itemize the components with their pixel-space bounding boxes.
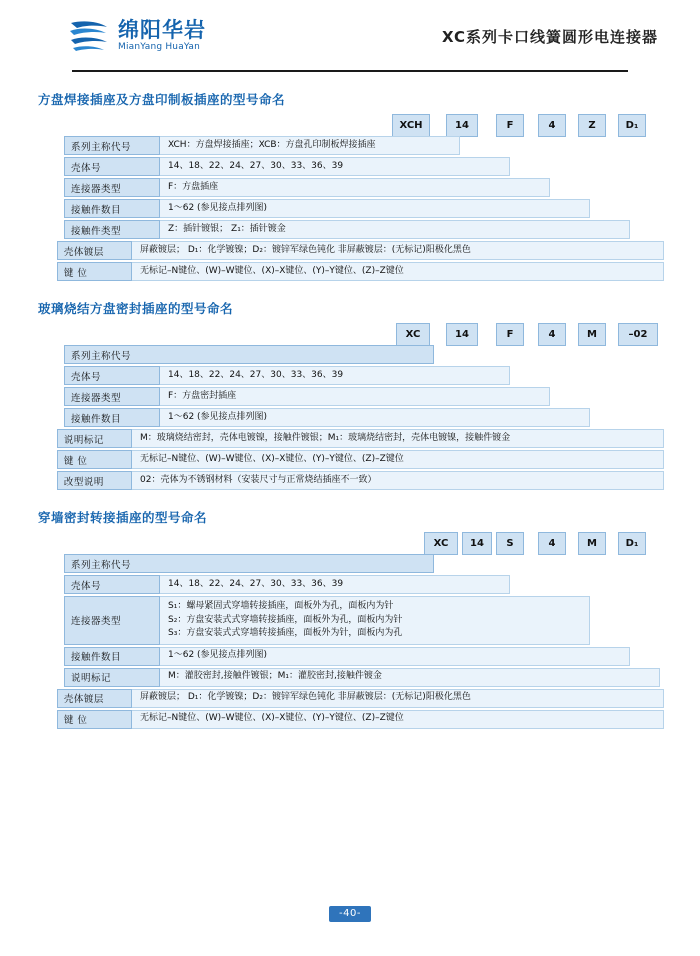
row-value: 14、18、22、24、27、30、33、36、39 xyxy=(160,157,510,176)
section-title: 玻璃烧结方盘密封插座的型号命名 xyxy=(38,301,234,316)
row-value: M：玻璃烧结密封，壳体电镀镍，接触件镀银；M₁：玻璃烧结密封，壳体电镀镍，接触件镀金 xyxy=(132,429,664,448)
type-code-cell: XC xyxy=(396,323,430,346)
table-row xyxy=(36,710,664,729)
row-value: 1～62 (参见接点排列图) xyxy=(160,408,590,427)
row-label: 连接器类型 xyxy=(64,596,160,645)
type-code-cell: F xyxy=(496,114,524,137)
type-code-cell: Z xyxy=(578,114,606,137)
page-number xyxy=(0,901,700,922)
table-row xyxy=(36,408,664,427)
type-code-cell: –02 xyxy=(618,323,658,346)
row-value-line: S₂：方盘安装式式穿墙转接插座，面板外为孔，面板内为针 xyxy=(168,614,403,625)
table-row xyxy=(36,157,664,176)
row-label: 系列主称代号 xyxy=(64,345,434,364)
type-code-cell: XC xyxy=(424,532,458,555)
logo-name-en: MianYang HuaYan xyxy=(118,42,201,53)
row-label: 说明标记 xyxy=(57,429,132,448)
type-code-cell: D₁ xyxy=(618,532,646,555)
row-label: 连接器类型 xyxy=(64,178,160,197)
row-label: 壳体镀层 xyxy=(57,689,132,708)
row-value: F：方盘插座 xyxy=(160,178,550,197)
row-value: 无标记–N键位、(W)–W键位、(X)–X键位、(Y)–Y键位、(Z)–Z键位 xyxy=(132,262,664,281)
row-value xyxy=(160,596,590,645)
type-code-cell: XCH xyxy=(392,114,430,137)
table-row xyxy=(36,429,664,448)
row-value: 无标记–N键位、(W)–W键位、(X)–X键位、(Y)–Y键位、(Z)–Z键位 xyxy=(132,450,664,469)
type-code-row xyxy=(36,532,664,554)
table-row xyxy=(36,596,664,645)
naming-ladder-table xyxy=(36,136,664,281)
row-label: 接触件数目 xyxy=(64,647,160,666)
row-label: 系列主称代号 xyxy=(64,554,434,573)
row-indent xyxy=(36,136,64,155)
section-title: 穿墙密封转接插座的型号命名 xyxy=(38,510,208,525)
row-indent xyxy=(36,241,57,260)
page-header xyxy=(36,0,664,72)
naming-ladder-table xyxy=(36,554,664,729)
naming-section xyxy=(36,90,664,281)
row-indent xyxy=(36,471,57,490)
row-value: Z：插针镀银； Z₁：插针镀金 xyxy=(160,220,630,239)
row-indent xyxy=(36,366,64,385)
type-code-cell: 4 xyxy=(538,114,566,137)
row-indent xyxy=(36,554,64,573)
table-row xyxy=(36,668,664,687)
row-value: F：方盘密封插座 xyxy=(160,387,550,406)
table-row xyxy=(36,241,664,260)
row-label: 壳体号 xyxy=(64,575,160,594)
table-row xyxy=(36,387,664,406)
row-indent xyxy=(36,596,64,645)
table-row xyxy=(36,554,664,573)
table-row xyxy=(36,220,664,239)
row-value: 1～62 (参见接点排列图) xyxy=(160,647,630,666)
row-indent xyxy=(36,429,57,448)
row-value: XCH：方盘焊接插座；XCB：方盘孔印制板焊接插座 xyxy=(160,136,460,155)
type-code-cell: 14 xyxy=(462,532,492,555)
row-indent xyxy=(36,575,64,594)
row-value: 14、18、22、24、27、30、33、36、39 xyxy=(160,366,510,385)
sections-container xyxy=(36,90,664,729)
row-value: 屏蔽镀层； D₁：化学镀镍；D₂：镀锌军绿色钝化 非屏蔽镀层：(无标记)阳极化黑色 xyxy=(132,689,664,708)
row-label: 壳体号 xyxy=(64,157,160,176)
row-label: 接触件类型 xyxy=(64,220,160,239)
row-label: 改型说明 xyxy=(57,471,132,490)
type-code-cell: 4 xyxy=(538,532,566,555)
row-indent xyxy=(36,408,64,427)
table-row xyxy=(36,199,664,218)
row-indent xyxy=(36,178,64,197)
table-row xyxy=(36,366,664,385)
naming-section xyxy=(36,299,664,490)
row-indent xyxy=(36,262,57,281)
row-indent xyxy=(36,157,64,176)
row-value: 屏蔽镀层； D₁：化学镀镍；D₂：镀锌军绿色钝化 非屏蔽镀层：(无标记)阳极化黑色 xyxy=(132,241,664,260)
row-value: 1～62 (参见接点排列图) xyxy=(160,199,590,218)
table-row xyxy=(36,647,664,666)
type-code-cell: 4 xyxy=(538,323,566,346)
row-label: 系列主称代号 xyxy=(64,136,160,155)
row-indent xyxy=(36,345,64,364)
type-code-row xyxy=(36,114,664,136)
row-indent xyxy=(36,710,57,729)
logo-name-cn: 绵阳华岩 xyxy=(118,18,206,43)
row-indent xyxy=(36,220,64,239)
row-value-line: S₁：螺母紧固式穿墙转接插座，面板外为孔，面板内为针 xyxy=(168,601,394,611)
table-row xyxy=(36,575,664,594)
row-indent xyxy=(36,689,57,708)
type-code-cell: F xyxy=(496,323,524,346)
row-label: 键 位 xyxy=(57,450,132,469)
table-row xyxy=(36,345,664,364)
row-indent xyxy=(36,199,64,218)
logo-mark-icon xyxy=(68,19,110,53)
company-logo xyxy=(36,19,206,53)
page-number-badge: -40- xyxy=(329,906,371,922)
naming-section xyxy=(36,508,664,729)
type-code-cell: M xyxy=(578,323,606,346)
table-row xyxy=(36,178,664,197)
type-code-cell: 14 xyxy=(446,323,478,346)
section-title: 方盘焊接插座及方盘印制板插座的型号命名 xyxy=(38,92,286,107)
type-code-cell: S xyxy=(496,532,524,555)
type-code-cell: M xyxy=(578,532,606,555)
row-indent xyxy=(36,647,64,666)
row-label: 接触件数目 xyxy=(64,408,160,427)
row-indent xyxy=(36,387,64,406)
table-row xyxy=(36,262,664,281)
row-label: 键 位 xyxy=(57,710,132,729)
type-code-row xyxy=(36,323,664,345)
row-value: M：灌胶密封,接触件镀银；M₁：灌胶密封,接触件镀金 xyxy=(160,668,660,687)
row-label: 接触件数目 xyxy=(64,199,160,218)
type-code-cell: 14 xyxy=(446,114,478,137)
row-label: 壳体镀层 xyxy=(57,241,132,260)
row-label: 壳体号 xyxy=(64,366,160,385)
row-label: 键 位 xyxy=(57,262,132,281)
row-value-line: S₃：方盘安装式式穿墙转接插座，面板外为针，面板内为孔 xyxy=(168,628,403,638)
header-title: XC系列卡口线簧圆形电连接器 xyxy=(441,27,658,46)
table-row xyxy=(36,450,664,469)
row-value: 无标记–N键位、(W)–W键位、(X)–X键位、(Y)–Y键位、(Z)–Z键位 xyxy=(132,710,664,729)
table-row xyxy=(36,689,664,708)
type-code-cell: D₁ xyxy=(618,114,646,137)
table-row xyxy=(36,471,664,490)
table-row xyxy=(36,136,664,155)
row-value: 14、18、22、24、27、30、33、36、39 xyxy=(160,575,510,594)
row-indent xyxy=(36,450,57,469)
row-label: 说明标记 xyxy=(64,668,160,687)
row-value: 02：壳体为不锈钢材料（安装尺寸与正常烧结插座不一致） xyxy=(132,471,664,490)
header-divider xyxy=(72,70,628,72)
row-label: 连接器类型 xyxy=(64,387,160,406)
naming-ladder-table xyxy=(36,345,664,490)
row-indent xyxy=(36,668,64,687)
